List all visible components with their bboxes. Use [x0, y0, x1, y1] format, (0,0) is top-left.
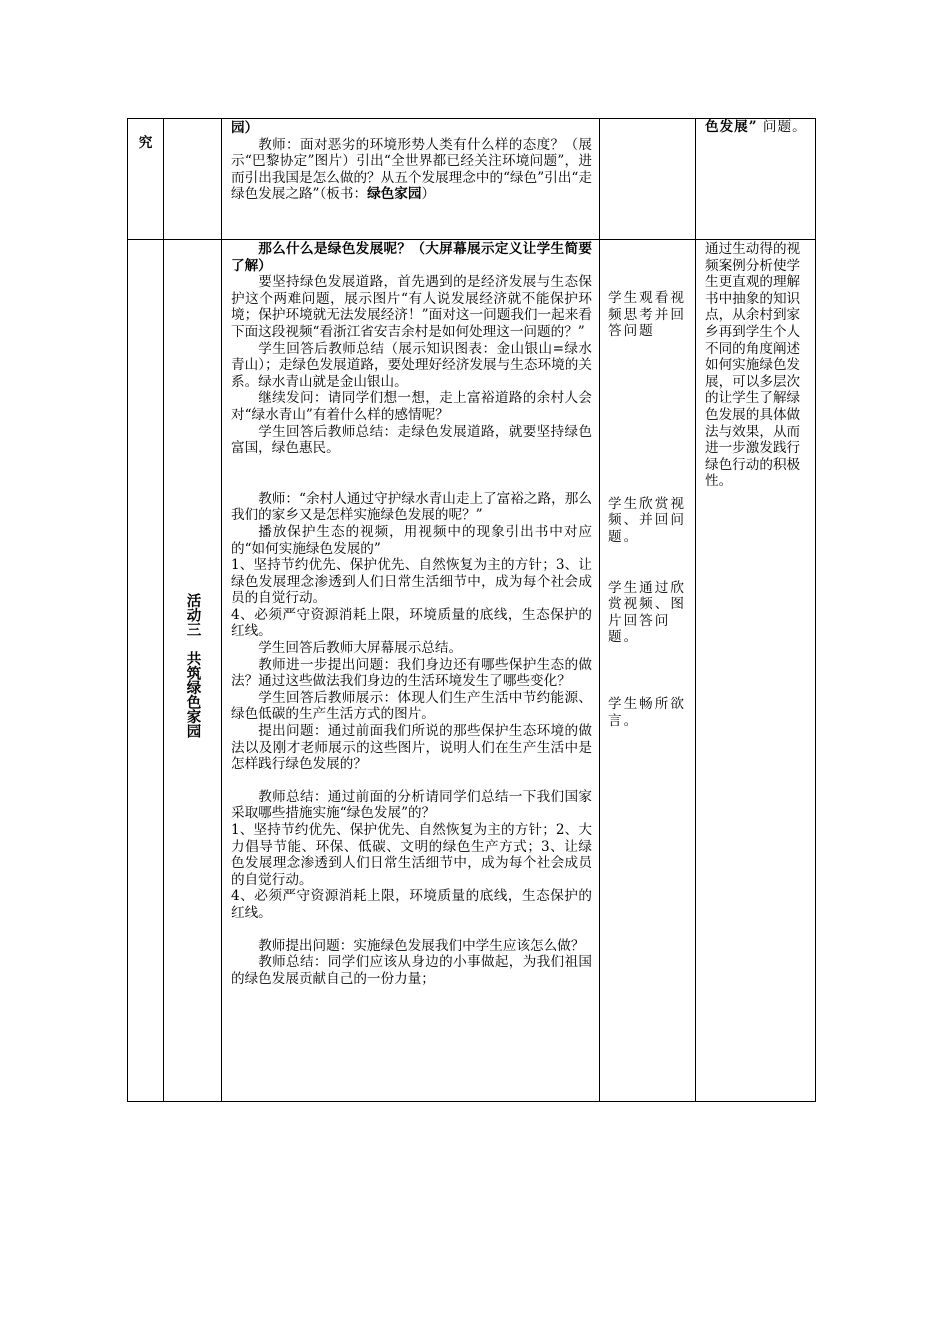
- top-student-cell: [600, 119, 696, 240]
- para-a-1: 学生回答后教师总结（展示知识图表：金山银山=绿水青山）；走绿色发展道路，要处理好经济发展与生态环境的关系。绿水青山就是金山银山。: [231, 340, 592, 390]
- top-purpose-bold: 色发展”: [705, 119, 758, 135]
- para-d-1: 教师总结：同学们应该从身边的小事做起，为我们祖国的绿色发展贡献自己的一份力量；: [231, 954, 592, 987]
- top-line-2-tail: ）: [421, 186, 436, 203]
- para-b-1: 播放保护生态的视频，用视频中的现象引出书中对应的“如何实施绿色发展的”: [231, 523, 592, 557]
- top-row: [128, 119, 816, 240]
- top-line-2-text: 教师：面对恶劣的环境形势人类有什么样的态度？（展示“巴黎协定”图片）引出“全世界都已经关注环境问题”，进而引出我国是怎么做的？从五个发展理念中的“绿色”引出“走绿色发展之路”（板书：: [231, 136, 592, 203]
- student-activity-cell: [600, 240, 696, 1102]
- design-purpose-cell: [696, 240, 816, 1102]
- main-row: [128, 240, 816, 1102]
- top-purpose-rest: 问题。: [757, 119, 807, 135]
- main-section-cell: [128, 240, 164, 1102]
- para-d-0: 教师提出问题：实施绿色发展我们中学生应该怎么做？: [258, 937, 585, 954]
- para-a-0: 要坚持绿色发展道路，首先遇到的是经济发展与生态保护这个两难问题，展示图片“有人说发展经济就不能保护环境；保护环境就无法发展经济！”面对这一问题我们一起来看下面这段视频“看浙江省安吉余村是如何处理这一问题的？”: [231, 274, 592, 340]
- para-b-3: 4、必须严守资源消耗上限，环境质量的底线，生态保护的红线。: [231, 606, 592, 640]
- student-activity-1: 学生观看视频思考并回答问题: [608, 290, 686, 340]
- lesson-plan-table: [127, 118, 816, 1102]
- main-heading: 那么什么是绿色发展呢？（大屏幕展示定义让学生简要了解）: [231, 241, 592, 274]
- activity-cell-empty: [164, 119, 222, 240]
- activity-label: 活动三 共筑绿色家园: [184, 593, 201, 738]
- para-b-2: 1、坚持节约优先、保护优先、自然恢复为主的方针；3、让绿色发展理念渗透到人们日常生活细节中，成为每个社会成员的自觉行动。: [231, 557, 592, 607]
- student-activity-3: 学生通过欣赏视频、图片回答问题。: [608, 579, 686, 646]
- activity-label-cell: [164, 240, 222, 1102]
- para-c-2: 4、必须严守资源消耗上限，环境质量的底线，生态保护的红线。: [231, 888, 592, 921]
- main-content-cell: [222, 240, 600, 1102]
- para-b-4: 学生回答后教师大屏幕展示总结。: [258, 640, 463, 657]
- top-line-1: 园）: [231, 120, 259, 136]
- top-purpose-text: [705, 119, 809, 136]
- design-purpose-text: 通过生动得的视频案例分析使学生更直观的理解书中抽象的知识点，从余村到家乡再到学生个人不同的角度阐述如何实施绿色发展，可以多层次的让学生了解绿色发展的具体做法与效果，从而进一步激发践行绿色行动的积极性。: [705, 241, 801, 490]
- student-activity-2: 学生欣赏视频、并回问题。: [608, 495, 686, 545]
- section-char: 究: [138, 135, 153, 151]
- para-c-1: 1、坚持节约优先、保护优先、自然恢复为主的方针；2、大力倡导节能、环保、低碳、文明的绿色生产方式；3、让绿色发展理念渗透到人们日常生活细节中，成为每个社会成员的自觉行动。: [231, 822, 592, 888]
- para-b-6: 学生回答后教师展示：体现人们生产生活中节约能源、绿色低碳的生产生活方式的图片。: [231, 689, 592, 723]
- board-note: 绿色家园: [367, 186, 422, 203]
- para-b-5: 教师进一步提出问题：我们身边还有哪些保护生态的做法？通过这些做法我们身边的生活环境发生了哪些变化？: [231, 656, 592, 690]
- top-purpose-cell: [696, 119, 816, 240]
- para-a-2: 继续发问：请同学们想一想，走上富裕道路的余村人会对“绿水青山”有着什么样的感情呢？: [231, 390, 592, 423]
- para-b-0: 教师：“余村人通过守护绿水青山走上了富裕之路，那么我们的家乡又是怎样实施绿色发展的呢？”: [231, 490, 592, 524]
- top-line-2: [231, 137, 592, 203]
- para-a-3: 学生回答后教师总结：走绿色发展道路，就要坚持绿色富国，绿色惠民。: [231, 423, 592, 457]
- para-c-0: 教师总结：通过前面的分析请同学们总结一下我们国家采取哪些措施实施“绿色发展”的？: [231, 788, 592, 822]
- section-cell: [128, 119, 164, 240]
- student-activity-4: 学生畅所欲言。: [608, 695, 686, 729]
- top-content-cell: [222, 119, 600, 240]
- para-b-7: 提出问题：通过前面我们所说的那些保护生态环境的做法以及刚才老师展示的这些图片，说明人们在生产生活中是怎样践行绿色发展的？: [231, 723, 592, 773]
